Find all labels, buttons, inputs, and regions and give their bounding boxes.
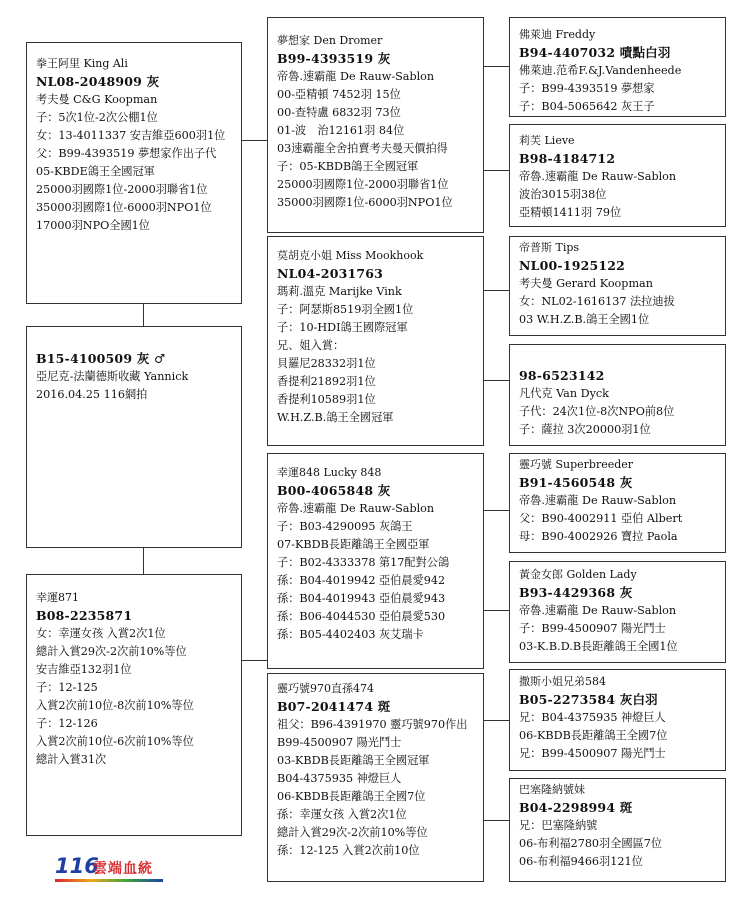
detail-line: 孫：B06-4044530 亞伯晨愛530 xyxy=(277,610,446,623)
detail-line: B99-4500907 陽光鬥士 xyxy=(277,736,402,749)
detail-line: 子：B02-4333378 第17配對公鴿 xyxy=(277,556,450,569)
detail-line: 女：幸運女孩 入賞2次1位 xyxy=(36,627,166,640)
connector xyxy=(483,820,509,821)
ddd-card xyxy=(509,778,726,882)
subject-card xyxy=(26,326,242,548)
detail-line: 安吉維亞132羽1位 xyxy=(36,663,132,676)
dd-ring: B07-2041474 斑 xyxy=(277,699,391,714)
dam-ring: B08-2235871 xyxy=(36,608,133,623)
detail-line: 父：B99-4393519 夢想家作出子代 xyxy=(36,147,217,160)
detail-line: 06-布利福9466羽121位 xyxy=(519,855,643,868)
detail-line: 00-亞精頓 7452羽 15位 xyxy=(277,88,401,101)
detail-line: 07-KBDB長距離鴿王全國亞軍 xyxy=(277,538,430,551)
detail-line: 帝魯.速霸龍 De Rauw-Sablon xyxy=(519,494,677,507)
detail-line: 子：薩拉 3次20000羽1位 xyxy=(519,423,651,436)
detail-line: 香提利21892羽1位 xyxy=(277,375,376,388)
connector xyxy=(483,170,509,171)
detail-line: 子：B04-5065642 灰王子 xyxy=(519,100,655,113)
detail-line: 兄：巴塞隆納號 xyxy=(519,819,598,832)
detail-line: 子代：24次1位-8次NPO前8位 xyxy=(519,405,675,418)
sss-card xyxy=(509,17,726,117)
detail-line: 女：NL02-1616137 法拉迪拔 xyxy=(519,295,675,308)
sdd-card xyxy=(509,344,726,446)
detail-line: 兄：B99-4500907 陽光鬥士 xyxy=(519,747,666,760)
detail-line: 06-布利福2780羽全國區7位 xyxy=(519,837,663,850)
dds-name: 撒斯小姐兄弟584 xyxy=(519,675,606,688)
detail-line: 祖父：B96-4391970 靈巧號970作出 xyxy=(277,718,468,731)
detail-line: 帝魯.速霸龍 De Rauw-Sablon xyxy=(277,502,435,515)
detail-line: 17000羽NPO全國1位 xyxy=(36,219,150,232)
sd-ring: NL04-2031763 xyxy=(277,266,384,281)
dss-name: 靈巧號 Superbreeder xyxy=(519,458,634,471)
detail-line: 香提利10589羽1位 xyxy=(277,393,376,406)
dam-details xyxy=(36,625,237,769)
dsd-ring: B93-4429368 灰 xyxy=(519,585,633,600)
detail-line: 女：13-4011337 安吉維亞600羽1位 xyxy=(36,129,226,142)
detail-line: 子：阿瑟斯8519羽全國1位 xyxy=(277,303,414,316)
detail-line: 05-KBDE鴿王全國冠軍 xyxy=(36,165,155,178)
sire-sire-card xyxy=(267,17,484,233)
detail-line: 00-查特盧 6832羽 73位 xyxy=(277,106,401,119)
detail-line: 總計入賞29次-2次前10%等位 xyxy=(36,645,187,658)
dss-ring: B91-4560548 灰 xyxy=(519,475,633,490)
detail-line: 亞尼克-法蘭德斯收藏 Yannick xyxy=(36,370,189,383)
detail-line: 孫：B04-4019943 亞伯晨愛943 xyxy=(277,592,446,605)
detail-line: 帝魯.速霸龍 De Rauw-Sablon xyxy=(277,70,435,83)
sire-ring: NL08-2048909 灰 xyxy=(36,74,160,89)
detail-line: 35000羽國際1位-6000羽NPO1位 xyxy=(36,201,212,214)
detail-line: 兄：B04-4375935 神燈巨人 xyxy=(519,711,666,724)
logo-text: 雲端血統 xyxy=(93,861,153,877)
sds-card xyxy=(509,236,726,336)
dss-card xyxy=(509,453,726,553)
detail-line: B04-4375935 神燈巨人 xyxy=(277,772,402,785)
sds-ring: NL00-1925122 xyxy=(519,258,626,273)
ds-name: 幸運848 Lucky 848 xyxy=(277,466,382,479)
detail-line: 考夫曼 Gerard Koopman xyxy=(519,277,653,290)
logo-number: 116 xyxy=(55,854,99,878)
detail-line: 兄、姐入賞： xyxy=(277,339,345,352)
detail-line: W.H.Z.B.鴿王全國冠軍 xyxy=(277,411,394,424)
dsd-card xyxy=(509,561,726,663)
detail-line: 子：B03-4290095 灰鴿王 xyxy=(277,520,413,533)
dam-sire-card xyxy=(267,453,484,669)
dds-ring: B05-2273584 灰白羽 xyxy=(519,692,658,707)
detail-line: 孫：幸運女孩 入賞2次1位 xyxy=(277,808,407,821)
dam-name: 幸運871 xyxy=(36,591,79,604)
sire-card xyxy=(26,42,242,304)
dsd-name: 黃金女郎 Golden Lady xyxy=(519,568,637,581)
ds-ring: B00-4065848 灰 xyxy=(277,483,391,498)
detail-line: 考夫曼 C&G Koopman xyxy=(36,93,158,106)
sss-name: 佛萊迪 Freddy xyxy=(519,28,596,41)
detail-line: 子：12-125 xyxy=(36,681,98,694)
connector xyxy=(143,548,144,574)
detail-line: 子：05-KBDB鴿王全國冠軍 xyxy=(277,160,419,173)
detail-line: 01-波 治12161羽 84位 xyxy=(277,124,405,137)
connector xyxy=(483,290,509,291)
detail-line: 帝魯.速霸龍 De Rauw-Sablon xyxy=(519,604,677,617)
dd-name: 靈巧號970直孫474 xyxy=(277,682,374,695)
detail-line: 瑪莉.溫克 Marijke Vink xyxy=(277,285,402,298)
detail-line: 子：10-HDI鴿王國際冠軍 xyxy=(277,321,408,334)
ssd-name: 莉芙 Lieve xyxy=(519,134,575,147)
detail-line: 凡代克 Van Dyck xyxy=(519,387,609,400)
detail-line: 孫：B04-4019942 亞伯晨愛942 xyxy=(277,574,446,587)
connector xyxy=(483,610,509,611)
dam-card xyxy=(26,574,242,836)
ddd-ring: B04-2298994 斑 xyxy=(519,800,633,815)
sd-name: 莫胡克小姐 Miss Mookhook xyxy=(277,249,424,262)
detail-line: 入賞2次前10位-8次前10%等位 xyxy=(36,699,194,712)
detail-line: 母：B90-4002926 寶拉 Paola xyxy=(519,530,678,543)
detail-line: 總計入賞31次 xyxy=(36,753,107,766)
detail-line: 03 W.H.Z.B.鴿王全國1位 xyxy=(519,313,650,326)
connector xyxy=(143,303,144,327)
ddd-name: 巴塞隆納號妹 xyxy=(519,783,585,796)
dam-dam-card xyxy=(267,673,484,882)
detail-line: 03-K.B.D.B長距離鴿王全國1位 xyxy=(519,640,678,653)
connector xyxy=(483,510,509,511)
connector xyxy=(483,380,509,381)
detail-line: 佛萊迪.范希F.&J.Vandenheede xyxy=(519,64,682,77)
detail-line: 孫：12-125 入賞2次前10位 xyxy=(277,844,420,857)
dds-card xyxy=(509,669,726,771)
detail-line: 父：B90-4002911 亞伯 Albert xyxy=(519,512,683,525)
ss-name: 夢想家 Den Dromer xyxy=(277,34,383,47)
sire-dam-card xyxy=(267,236,484,446)
detail-line: 06-KBDB長距離鴿王全國7位 xyxy=(519,729,668,742)
sss-ring: B94-4407032 嘖點白羽 xyxy=(519,45,671,60)
detail-line: 06-KBDB長距離鴿王全國7位 xyxy=(277,790,426,803)
detail-line: 子：5次1位-2次公棚1位 xyxy=(36,111,158,124)
detail-line: 03-KBDB長距離鴿王全國冠軍 xyxy=(277,754,430,767)
brand-logo xyxy=(55,856,165,884)
detail-line: 03速霸龍全舍拍賣考夫曼天價拍得 xyxy=(277,142,448,155)
connector xyxy=(483,720,509,721)
detail-line: 入賞2次前10位-6次前10%等位 xyxy=(36,735,194,748)
detail-line: 子：B99-4500907 陽光鬥士 xyxy=(519,622,666,635)
ssd-ring: B98-4184712 xyxy=(519,151,616,166)
sds-name: 帝普斯 Tips xyxy=(519,241,580,254)
subject-ring: B15-4100509 灰 ♂ xyxy=(36,351,166,366)
ssd-card xyxy=(509,124,726,227)
connector xyxy=(240,660,268,661)
detail-line: 帝魯.速霸龍 De Rauw-Sablon xyxy=(519,170,677,183)
detail-line: 35000羽國際1位-6000羽NPO1位 xyxy=(277,196,453,209)
detail-line: 波治3015羽38位 xyxy=(519,188,607,201)
detail-line: 總計入賞29次-2次前10%等位 xyxy=(277,826,428,839)
sdd-ring: 98-6523142 xyxy=(519,368,605,383)
ss-ring: B99-4393519 灰 xyxy=(277,51,391,66)
detail-line: 25000羽國際1位-2000羽聯省1位 xyxy=(277,178,449,191)
detail-line: 子：B99-4393519 夢想家 xyxy=(519,82,655,95)
detail-line: 貝羅尼28332羽1位 xyxy=(277,357,376,370)
connector xyxy=(483,66,509,67)
detail-line: 孫：B05-4402403 灰艾瑞卡 xyxy=(277,628,424,641)
connector xyxy=(240,140,268,141)
detail-line: 2016.04.25 116網拍 xyxy=(36,388,148,401)
detail-line: 亞精頓1411羽 79位 xyxy=(519,206,622,219)
sire-name: 拳王阿里 King Ali xyxy=(36,57,128,70)
detail-line: 子：12-126 xyxy=(36,717,98,730)
sire-details xyxy=(36,91,237,235)
detail-line: 25000羽國際1位-2000羽聯省1位 xyxy=(36,183,208,196)
logo-underline xyxy=(55,879,163,882)
